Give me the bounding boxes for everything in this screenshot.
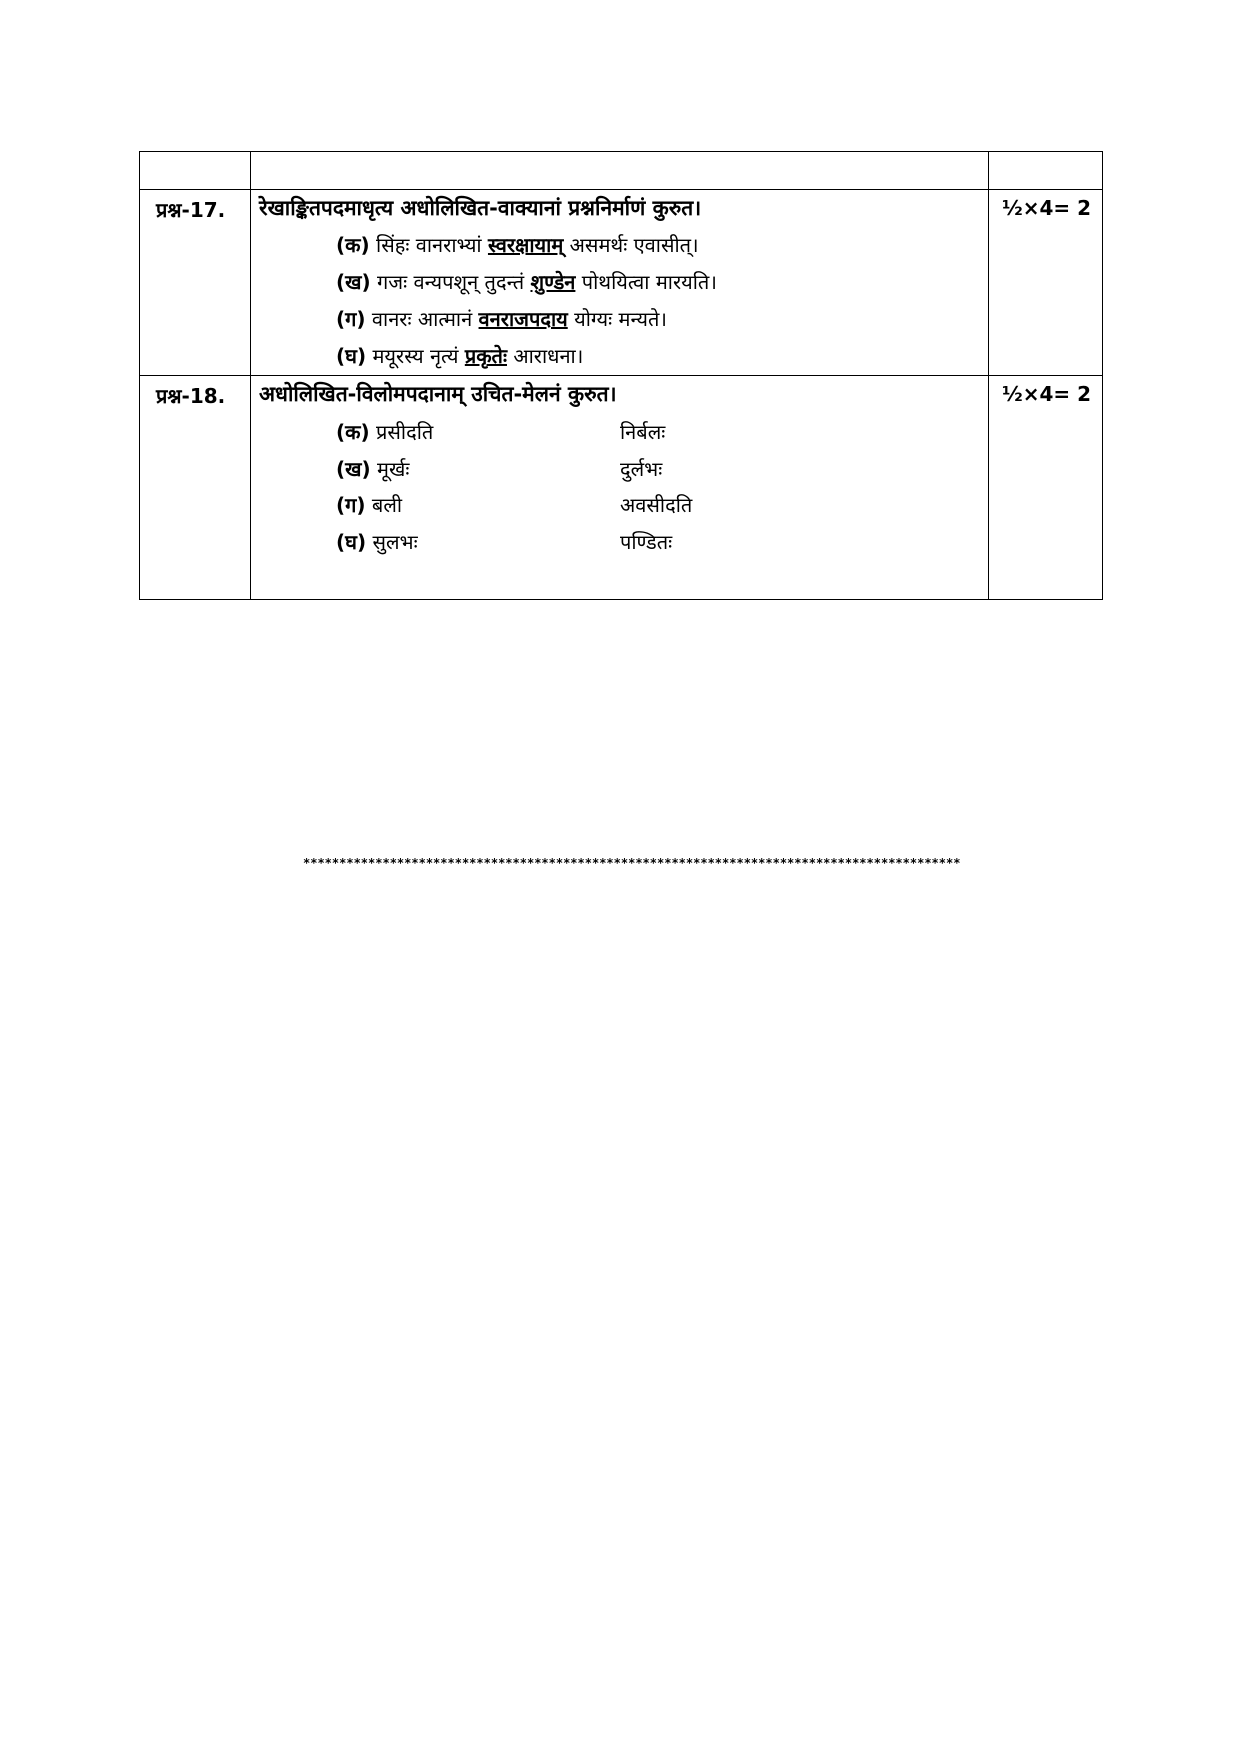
item-label: (ख) xyxy=(336,270,371,294)
question-17-item xyxy=(336,342,583,369)
question-18-marks: ½×4= 2 xyxy=(1002,382,1092,406)
item-text: वानरः आत्मानं xyxy=(371,307,473,331)
left-word: मूर्खः xyxy=(377,457,410,481)
item-label: (ख) xyxy=(336,457,371,481)
item-label: (घ) xyxy=(336,530,367,554)
item-label: (घ) xyxy=(336,344,367,368)
row-divider-header xyxy=(140,189,1102,190)
question-17-number: प्रश्न-17. xyxy=(156,198,226,222)
question-18-number: प्रश्न-18. xyxy=(156,384,226,408)
left-word: बली xyxy=(371,493,403,517)
question-17-title: रेखाङ्कितपदमाधृत्य अधोलिखित-वाक्यानां प्रश्ननिर्माणं कुरुत। xyxy=(259,196,702,220)
question-17-item xyxy=(336,268,717,295)
end-separator: ******************************************************************************************* xyxy=(303,856,961,870)
underlined-word: वनराजपदाय xyxy=(478,307,568,331)
item-label: (क) xyxy=(336,420,370,444)
item-text: गजः वन्यपशून् तुदन्तं xyxy=(377,270,525,294)
underlined-word: शुण्डेन xyxy=(530,270,576,294)
item-text: मयूरस्य नृत्यं xyxy=(372,344,459,368)
question-table xyxy=(139,151,1103,600)
pair-left xyxy=(336,491,402,518)
question-17-item xyxy=(336,305,667,332)
item-text: योग्यः मन्यते। xyxy=(574,307,667,331)
item-label: (ग) xyxy=(336,493,366,517)
underlined-word: स्वरक्षायाम् xyxy=(487,233,564,257)
item-text: पोथयित्वा मारयति। xyxy=(581,270,717,294)
item-text: असमर्थः एवासीत्। xyxy=(569,233,699,257)
right-word: निर्बलः xyxy=(620,420,666,444)
right-word: अवसीदति xyxy=(620,493,693,517)
item-label: (क) xyxy=(336,233,370,257)
underlined-word: प्रकृतेः xyxy=(464,344,507,368)
left-word: प्रसीदति xyxy=(376,420,434,444)
item-text: सिंहः वानराभ्यां xyxy=(376,233,482,257)
question-18-title: अधोलिखित-विलोमपदानाम् उचित-मेलनं कुरुत। xyxy=(259,382,617,406)
question-17-item xyxy=(336,231,699,258)
pair-left xyxy=(336,455,409,482)
row-divider-q18 xyxy=(140,375,1102,376)
right-word: पण्डितः xyxy=(620,530,673,554)
left-word: सुलभः xyxy=(372,530,418,554)
pair-left xyxy=(336,418,433,445)
question-17-marks: ½×4= 2 xyxy=(1002,196,1092,220)
item-text: आराधना। xyxy=(513,344,584,368)
right-word: दुर्लभः xyxy=(620,457,663,481)
item-label: (ग) xyxy=(336,307,366,331)
pair-left xyxy=(336,528,418,555)
